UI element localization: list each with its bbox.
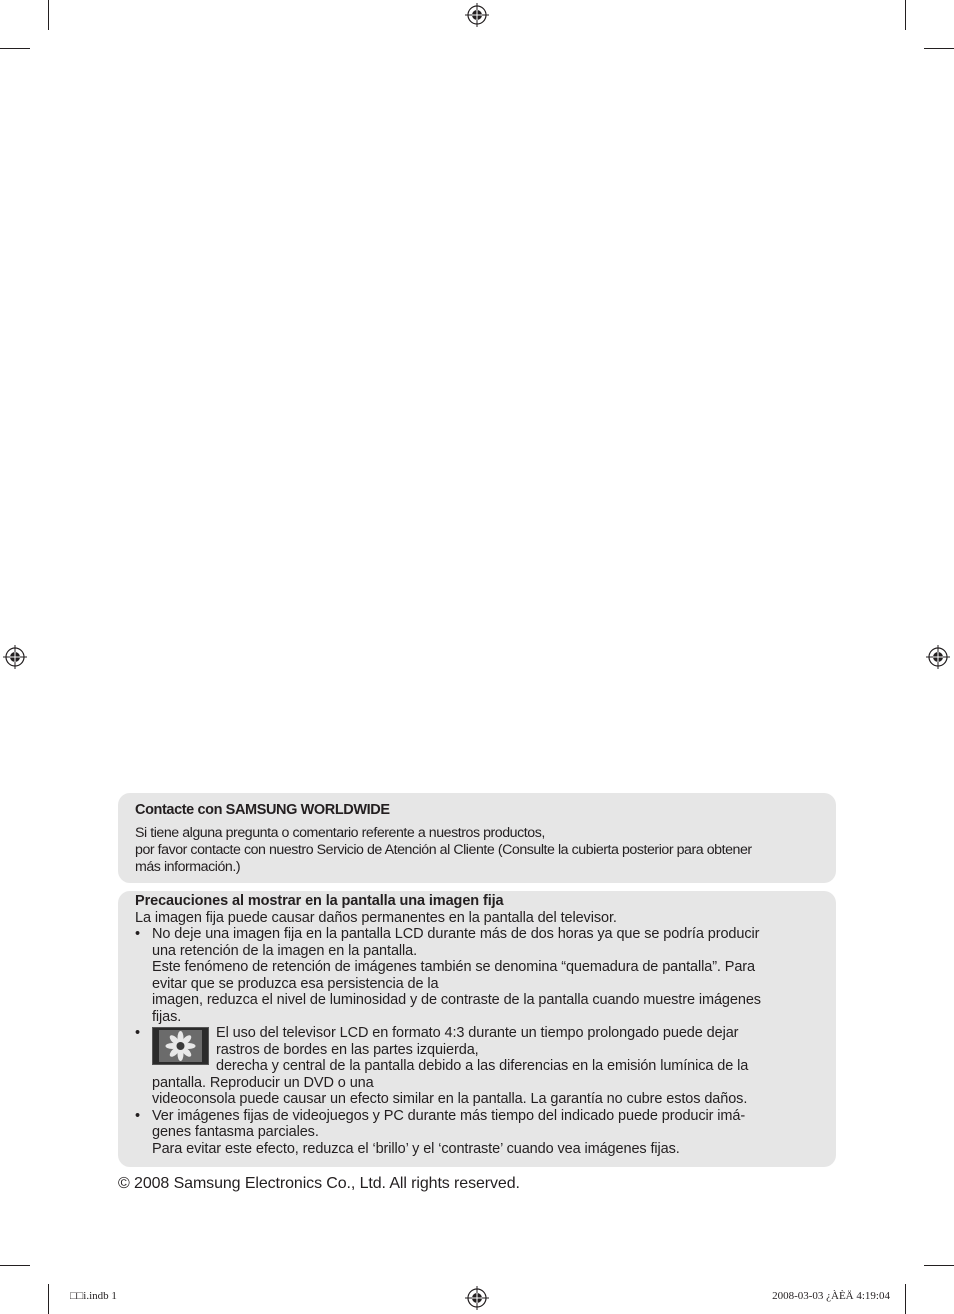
crop-mark (0, 1265, 30, 1266)
crop-mark (924, 1265, 954, 1266)
footer-timestamp: 2008-03-03 ¿ÀÈÄ 4:19:04 (772, 1290, 890, 1302)
list-item: • No deje una imagen fija en la pantalla LCD durante más de dos horas ya que se podría producir una retención de la imagen en la pantalla. Este fenómeno de retención de imágenes también se denomina “quemadura de pantalla”. Para evitar que se produzca esa persistencia de la imagen, reduzca el nivel de luminosidad y de contraste de la pantalla cuando muestre imágenes fijas. (135, 926, 761, 1025)
registration-mark-icon (465, 1286, 489, 1310)
contact-title: Contacte con SAMSUNG WORLDWIDE (135, 802, 390, 818)
crop-mark (48, 0, 49, 30)
precautions-box (118, 891, 836, 1167)
contact-text: Si tiene alguna pregunta o comentario referente a nuestros productos, por favor contacte con nuestro Servicio de Atención al Cliente (Consulte la cubierta posterior para obtener más información.) (135, 825, 752, 875)
flower-icon (153, 1028, 208, 1064)
contact-box (118, 793, 836, 883)
crop-mark (905, 0, 906, 30)
list-item: • El uso del televisor LCD en formato 4:3 durante un tiempo prolongado puede dejar rastros de bordes en las partes izquierda, derecha y central de la pantalla debido a las diferencias en la emisión lumínica de la pantalla. Reproducir un DVD o una videoconsola puede causar un efecto similar en la pantalla. La garantía no cubre estos daños. (135, 1025, 749, 1107)
crop-mark (0, 48, 30, 49)
copyright-text: © 2008 Samsung Electronics Co., Ltd. All rights reserved. (118, 1175, 520, 1192)
crop-mark (48, 1284, 49, 1314)
precautions-list (135, 926, 828, 1157)
registration-mark-icon (3, 645, 27, 669)
precautions-title: Precauciones al mostrar en la pantalla una imagen fija (135, 893, 504, 909)
precautions-intro: La imagen fija puede causar daños permanentes en la pantalla del televisor. (135, 909, 617, 926)
registration-mark-icon (465, 3, 489, 27)
crop-mark (905, 1284, 906, 1314)
tv-flower-image (152, 1027, 209, 1065)
crop-mark (924, 48, 954, 49)
list-item: • Ver imágenes fijas de videojuegos y PC durante más tiempo del indicado puede producir imá- genes fantasma parciales. Para evitar este efecto, reduzca el ‘brillo’ y el ‘contraste’ cuando vea imágenes fijas. (135, 1107, 746, 1157)
registration-mark-icon (926, 645, 950, 669)
footer-file-info: □□i.indb 1 (70, 1290, 117, 1302)
